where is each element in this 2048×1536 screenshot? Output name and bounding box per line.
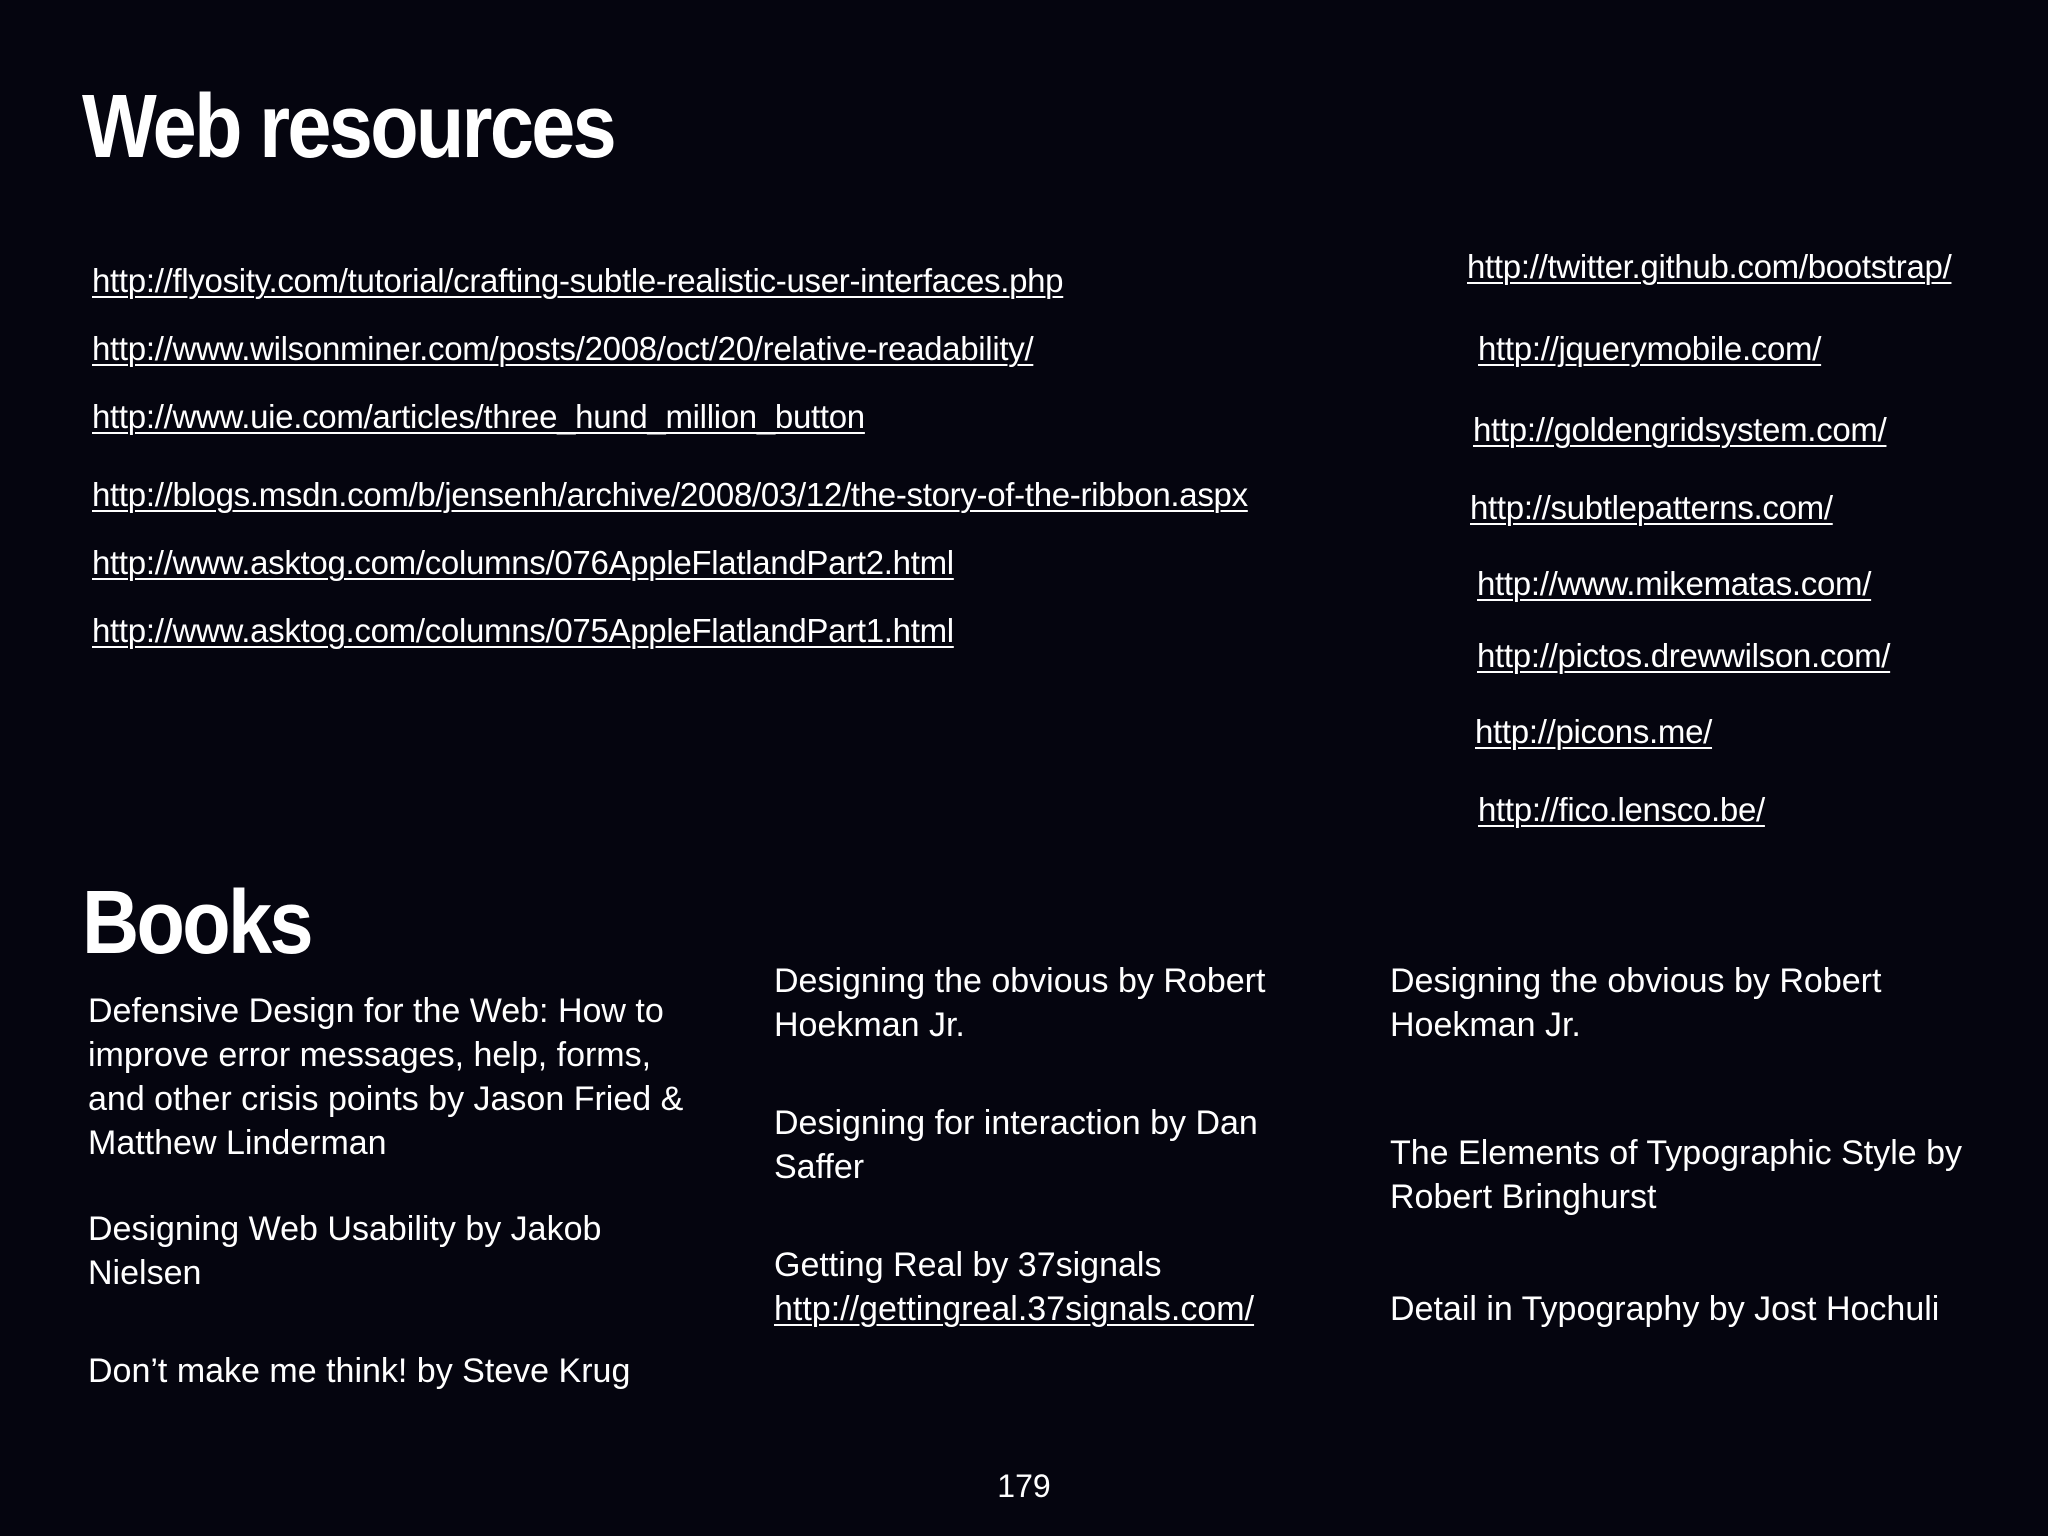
getting-real-link[interactable]: http://gettingreal.37signals.com/ (774, 1290, 1255, 1328)
page-number: 179 (997, 1468, 1051, 1504)
web-link-msdn-ribbon[interactable]: http://blogs.msdn.com/b/jensenh/archive/2008/03/12/the-story-of-the-ribbon.aspx (92, 476, 1248, 513)
web-link-uie[interactable]: http://www.uie.com/articles/three_hund_million_button (92, 398, 865, 435)
book-designing-the-obvious-1: Designing the obvious by Robert Hoekman Jr. (774, 962, 1266, 1044)
book-designing-web-usability: Designing Web Usability by Jakob Nielsen (88, 1210, 602, 1292)
book-defensive-design: Defensive Design for the Web: How to improve error messages, help, forms, and other crisis points by Jason Fried & Matthew Linderman (88, 992, 684, 1162)
web-link-goldengridsystem[interactable]: http://goldengridsystem.com/ (1473, 411, 1887, 448)
web-link-picons[interactable]: http://picons.me/ (1475, 713, 1713, 750)
web-link-subtlepatterns[interactable]: http://subtlepatterns.com/ (1470, 489, 1833, 526)
book-designing-the-obvious-2: Designing the obvious by Robert Hoekman Jr. (1390, 962, 1882, 1044)
web-link-fico[interactable]: http://fico.lensco.be/ (1478, 791, 1765, 828)
web-link-mikematas[interactable]: http://www.mikematas.com/ (1477, 565, 1872, 602)
web-link-bootstrap[interactable]: http://twitter.github.com/bootstrap/ (1467, 248, 1952, 285)
web-link-jquerymobile[interactable]: http://jquerymobile.com/ (1478, 330, 1822, 367)
web-link-asktog-part2[interactable]: http://www.asktog.com/columns/076AppleFlatlandPart2.html (92, 544, 954, 581)
web-link-pictos[interactable]: http://pictos.drewwilson.com/ (1477, 637, 1891, 674)
web-link-asktog-part1[interactable]: http://www.asktog.com/columns/075AppleFlatlandPart1.html (92, 612, 954, 649)
getting-real-text: Getting Real by 37signals (774, 1246, 1162, 1284)
book-designing-for-interaction: Designing for interaction by Dan Saffer (774, 1104, 1258, 1186)
web-link-wilsonminer[interactable]: http://www.wilsonminer.com/posts/2008/oct/20/relative-readability/ (92, 330, 1034, 367)
books-heading: Books (82, 873, 311, 973)
web-resources-heading: Web resources (82, 77, 615, 177)
book-elements-of-typographic-style: The Elements of Typographic Style by Robert Bringhurst (1390, 1134, 1963, 1216)
book-detail-in-typography: Detail in Typography by Jost Hochuli (1390, 1290, 1940, 1328)
web-link-flyosity[interactable]: http://flyosity.com/tutorial/crafting-subtle-realistic-user-interfaces.php (92, 262, 1064, 299)
book-getting-real (774, 1243, 1334, 1331)
book-dont-make-me-think: Don’t make me think! by Steve Krug (88, 1352, 631, 1390)
